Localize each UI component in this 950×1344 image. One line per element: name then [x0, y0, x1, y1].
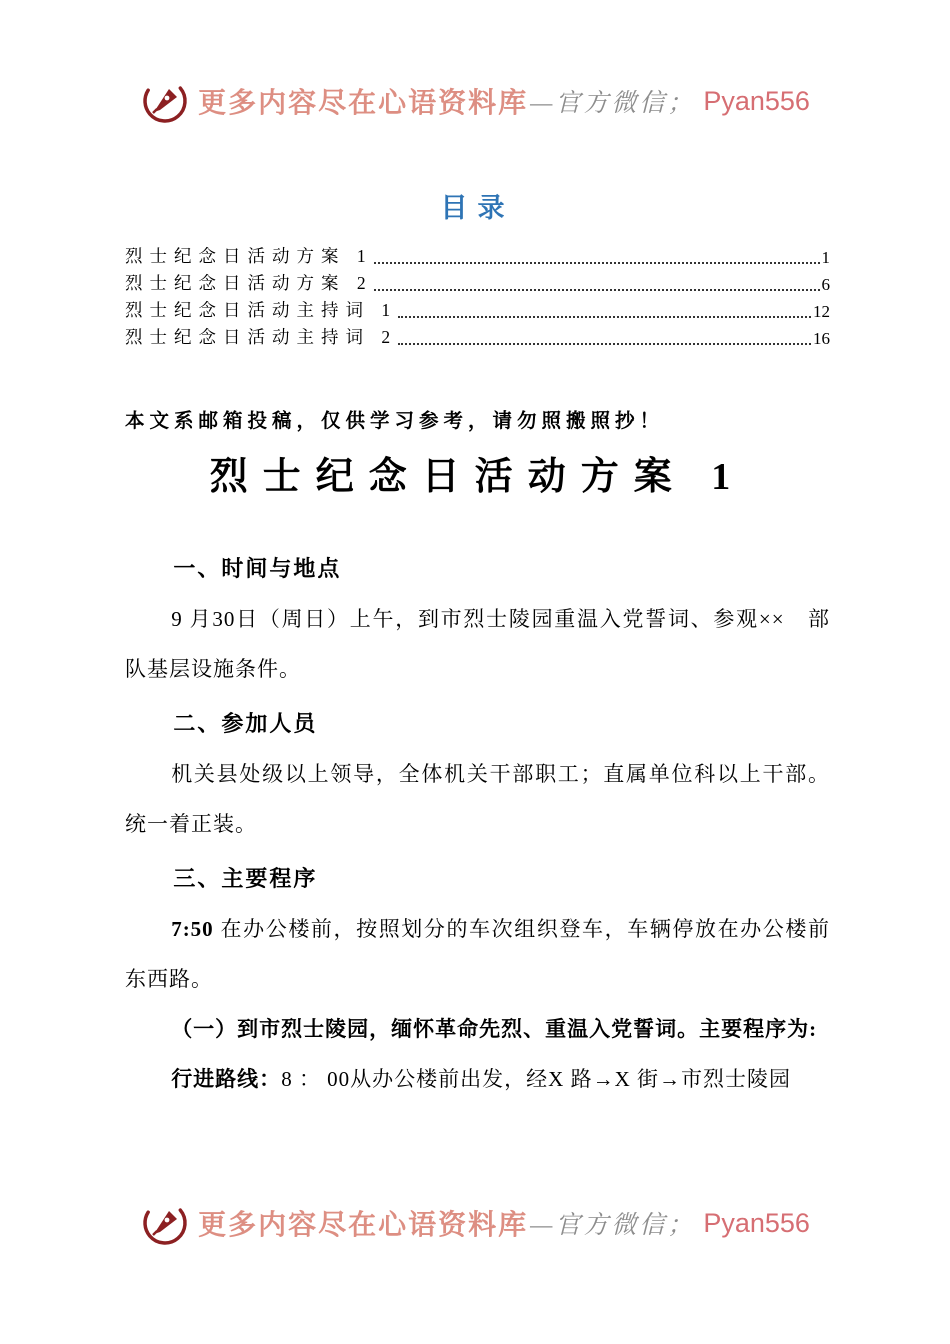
toc-entry-label: 烈士纪念日活动主持词 2 [125, 327, 398, 347]
section-heading-2: 二、参加人员 [173, 711, 318, 736]
toc-leader-dots [374, 289, 820, 291]
toc-leader-dots [398, 316, 811, 318]
toc-entry[interactable] [125, 268, 830, 295]
paragraph-item-one: （一）到市烈士陵园，缅怀革命先烈、重温入党誓词。主要程序为: [171, 1017, 818, 1041]
paragraph-time-place: 9 月30日（周日）上午，到市烈士陵园重温入党誓词、参观×× 部队基层设施条件。 [125, 607, 830, 681]
route-text: 8 ： 00从办公楼前出发，经X 路→X 街→市烈士陵园 [281, 1067, 792, 1091]
toc-entry-label: 烈士纪念日活动方案 2 [125, 273, 373, 293]
watermark-wechat-label: —官方微信； [530, 1212, 696, 1239]
watermark-wechat-id: Pyan556 [703, 1207, 810, 1238]
watermark-text: 更多内容尽在心语资料库 [198, 1210, 529, 1241]
toc-entry[interactable] [125, 241, 830, 268]
toc-entry-label: 烈士纪念日活动主持词 1 [125, 300, 398, 320]
pen-seal-logo-icon [140, 1198, 190, 1248]
paragraph-route [125, 1054, 830, 1104]
notice-line: 本文系邮箱投稿，仅供学习参考，请勿照搬照抄！ [125, 411, 665, 432]
toc-list [125, 241, 830, 349]
document-title: 烈士纪念日活动方案 1 [209, 456, 746, 498]
footer-watermark [0, 1198, 950, 1248]
time-label: 7:50 [171, 917, 214, 941]
paragraph-boarding [125, 904, 830, 1004]
toc-title: 目录 [440, 193, 515, 223]
boarding-text: 在办公楼前，按照划分的车次组织登车，车辆停放在办公楼前东西路。 [125, 917, 830, 991]
toc-leader-dots [398, 343, 811, 345]
toc-entry-page: 12 [813, 302, 830, 321]
toc-entry[interactable] [125, 322, 830, 349]
toc-entry-page: 6 [821, 275, 830, 294]
toc-entry-page: 16 [813, 329, 830, 348]
document-body [125, 544, 830, 1104]
route-label: 行进路线： [171, 1067, 282, 1091]
watermark-wechat-label: —官方微信； [530, 90, 696, 117]
section-heading-3: 三、主要程序 [173, 866, 318, 891]
paragraph-participants: 机关县处级以上领导，全体机关干部职工；直属单位科以上干部。统一着正装。 [125, 762, 830, 836]
page-content [125, 0, 830, 1104]
toc-entry[interactable] [125, 295, 830, 322]
watermark-text: 更多内容尽在心语资料库 [198, 88, 529, 119]
toc-entry-label: 烈士纪念日活动方案 1 [125, 246, 373, 266]
section-heading-1: 一、时间与地点 [173, 556, 342, 581]
watermark-wechat-id: Pyan556 [703, 85, 810, 116]
toc-leader-dots [374, 262, 820, 264]
toc-entry-page: 1 [821, 248, 830, 267]
